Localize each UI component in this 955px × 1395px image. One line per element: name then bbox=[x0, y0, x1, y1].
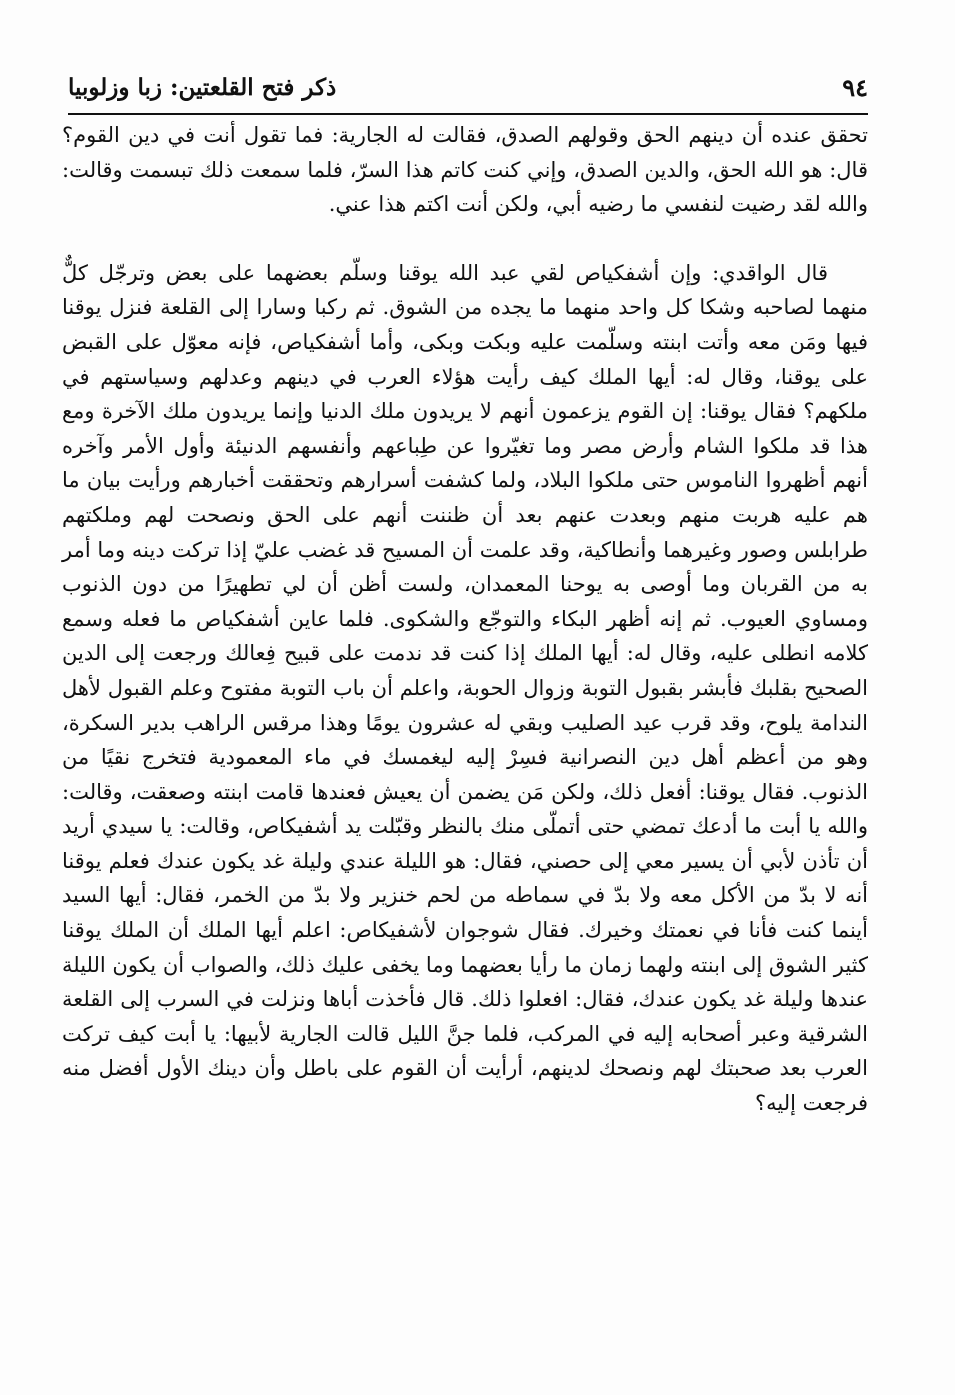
paragraph: قال الواقدي: وإن أشفكياص لقي عبد الله يوقنا وسلّم بعضهما على بعض وترجّل كلٌّ منهما لصاحبه وشكا كل واحد منهما ما يجده من الشوق. ثم ركبا وسارا إلى القلعة فنزل يوقنا فيها ومَن معه وأتت ابنته وسلّمت عليه وبكت وبكى، وأما أشفكياص، فإنه معوّل على القبض على يوقنا، وقال له: أيها الملك كيف رأيت هؤلاء العرب في دينهم وعدلهم وسياستهم في ملكهم؟ فقال يوقنا: إن القوم يزعمون أنهم لا يريدون ملك الدنيا وإنما يريدون ملك الآخرة ومع هذا قد ملكوا الشام وأرض مصر وما تغيّروا عن طِباعهم وأنفسهم الدنيئة وأول الأمر وآخره أنهم أظهروا الناموس حتى ملكوا البلاد، ولما كشفت أسرارهم وتحققت أخبارهم ورأيت بيان ما هم عليه هربت منهم وبعدت عنهم بعد أن ظننت أنهم على الحق ونصحت لهم وملكتهم طرابلس وصور وغيرهما وأنطاكية، وقد علمت أن المسيح قد غضب عليّ إذا تركت دينه وما أمر به من القربان وما أوصى به يوحنا المعمدان، ولست أظن أن لي تطهيرًا من دون الذنوب ومساوي العيوب. ثم إنه أظهر البكاء والتوجّع والشكوى. فلما عاين أشفكياص ما فعله وسمع كلامه انطلى عليه، وقال له: أيها الملك إذا كنت قد ندمت على قبيح فِعالك ورجعت إلى الدين الصحيح بقلبك فأبشر بقبول التوبة وزوال الحوبة، واعلم أن باب التوبة مفتوح وعلم القبول لأهل الندامة يلوح، وقد قرب عيد الصليب وبقي له عشرون يومًا وهذا مرقس الراهب بدير السكرة، وهو من أعظم أهل دين النصرانية فسِرْ إليه ليغمسك في ماء المعمودية فتخرج نقيًا من الذنوب. فقال يوقنا: أفعل ذلك، ولكن مَن يضمن أن يعيش فعندها قامت ابنته وصعقت، وقالت: والله يا أبت ما أدعك تمضي حتى أتملّى منك بالنظر وقبّلت يد أشفيكاص، وقالت: يا سيدي أريد أن تأذن لأبي أن يسير معي إلى حصني، فقال: هو الليلة عندي وليلة غد يكون عندك فعلم يوقنا أنه لا بدّ من الأكل معه ولا بدّ في سماطه من لحم خنزير ولا بدّ من الخمر، فقال: أيها السيد أينما كنت فأنا في نعمتك وخيرك. فقال شوجوان لأشفيكاص: اعلم أيها الملك أن الملك يوقنا كثير الشوق إلى ابنته ولهما زمان ما رأيا بعضهما وما يخفى عليك ذلك، والصواب أن يكون الليلة عندها وليلة غد يكون عندك، فقال: افعلوا ذلك. قال فأخذت أباها ونزلت في السرب إلى القلعة الشرقية وعبر أصحابه إليه في المركب، فلما جنَّ الليل قالت الجارية لأبيها: يا أبت كيف تركت العرب بعد صحبتك لهم ونصحك لدينهم، أرأيت أن القوم على باطل وأن دينك الأول أفضل منه فرجعت إليه؟ bbox=[62, 260, 868, 1116]
running-title: ذكر فتح القلعتين: زبا وزلوبيا bbox=[68, 74, 337, 101]
page-number: ٩٤ bbox=[842, 73, 868, 102]
page-header bbox=[68, 72, 868, 108]
page-body bbox=[62, 118, 868, 1121]
header-divider bbox=[68, 113, 868, 115]
paragraph: تحقق عنده أن دينهم الحق وقولهم الصدق، فقالت له الجارية: فما تقول أنت في دين القوم؟ قال: هو الله الحق، والدين الصدق، وإني كنت كاتم هذا السرّ، فلما سمعت ذلك تبسمت وقالت: والله لقد رضيت لنفسي ما رضيه أبي، ولكن أنت اكتم هذا عني. bbox=[62, 123, 868, 217]
